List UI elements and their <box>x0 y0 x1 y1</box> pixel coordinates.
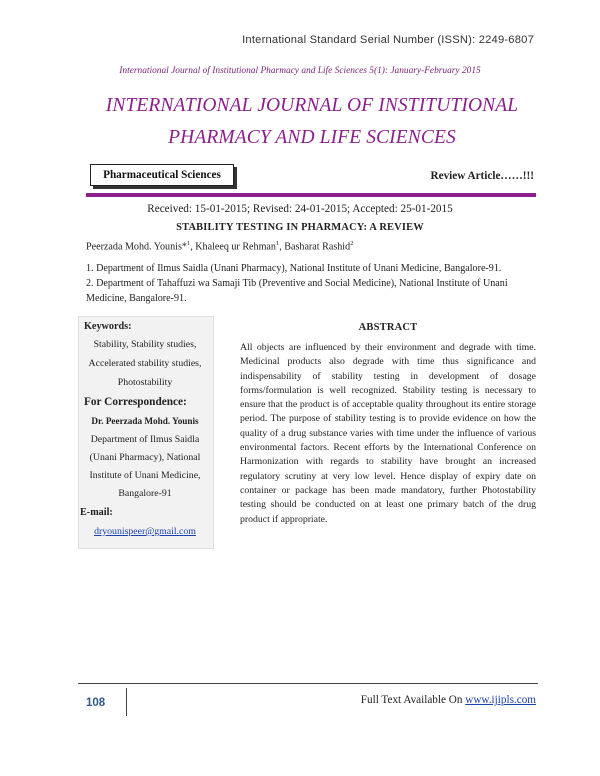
correspondent-address-line: (Unani Pharmacy), National <box>89 452 201 463</box>
author-name: , Khaleeq ur Rehman <box>190 241 276 253</box>
issn-header: International Standard Serial Number (ISSN): 2249-6807 <box>242 34 534 46</box>
journal-website-link[interactable]: www.ijipls.com <box>465 694 536 706</box>
correspondent-address-line: Institute of Unani Medicine, <box>89 470 201 481</box>
affiliation-2: 2. Department of Tahaffuzi wa Samaji Tib (Preventive and Social Medicine), National Institute of Unani Medicine, Bangalore-91. <box>86 278 508 304</box>
affiliations <box>86 261 538 306</box>
journal-citation-line: International Journal of Institutional Pharmacy and Life Sciences 5(1): January-February 2015 <box>119 66 481 76</box>
author-name: Peerzada Mohd. Younis* <box>86 241 187 253</box>
correspondent-address-line: Department of Ilmus Saidla <box>90 434 200 445</box>
article-type-label: Review Article……!!! <box>430 170 534 182</box>
correspondent-name: Dr. Peerzada Mohd. Younis <box>91 416 199 426</box>
abstract-heading: ABSTRACT <box>358 322 418 333</box>
section-label-box: Pharmaceutical Sciences <box>90 164 234 186</box>
article-dates: Received: 15-01-2015; Revised: 24-01-2015; Accepted: 25-01-2015 <box>147 203 453 215</box>
keyword-line: Photostability <box>117 377 173 388</box>
abstract-text: All objects are influenced by their environment and degrade with time. Medicinal products also degrade with time thus significance and indispensability of stability testing in development of dosage forms/formulation is well recognized. Stability testing is necessary to ensure that the product is of acceptable quality throughout its entire storage period. The purpose of stability testing is to provide evidence on how the quality of a drug substance varies with time under the influence of various environmental factors. Recent efforts by the International Conference on Harmonization with regards to stability have brought an increased regulatory scrutiny at very low level. Hence display of expiry date on container or package has been made mandatory, further Photostability testing should be conducted on at least one primary batch of the drug product if appropriate. <box>240 342 536 525</box>
author-list <box>86 240 353 252</box>
fulltext-prefix: Full Text Available On <box>360 694 466 706</box>
correspondence-heading: For Correspondence: <box>84 396 187 408</box>
keywords-heading: Keywords: <box>84 321 132 332</box>
author-affil-mark: 1 <box>275 240 280 247</box>
keyword-line: Stability, Stability studies, <box>93 339 197 350</box>
email-heading: E-mail: <box>80 507 113 518</box>
author-name: , Basharat Rashid <box>279 241 351 253</box>
keyword-line: Accelerated stability studies, <box>88 358 202 369</box>
journal-title-line2: PHARMACY AND LIFE SCIENCES <box>168 127 456 148</box>
footer-divider <box>78 683 538 684</box>
journal-title-line1: INTERNATIONAL JOURNAL OF INSTITUTIONAL <box>105 95 519 116</box>
correspondent-address-line: Bangalore-91 <box>118 488 172 499</box>
footer-vertical-divider <box>126 688 127 716</box>
header-divider <box>86 193 536 197</box>
email-link[interactable]: dryounispeer@gmail.com <box>94 526 196 537</box>
page-number: 108 <box>86 697 106 709</box>
journal-title <box>0 90 600 154</box>
paper-title: STABILITY TESTING IN PHARMACY: A REVIEW <box>176 222 424 233</box>
author-affil-mark: 1 <box>186 240 191 247</box>
affiliation-1: 1. Department of Ilmus Saidla (Unani Pharmacy), National Institute of Unani Medicine, Bangalore-91. <box>86 263 502 274</box>
fulltext-notice <box>361 694 536 706</box>
author-affil-mark: 2 <box>350 240 354 247</box>
